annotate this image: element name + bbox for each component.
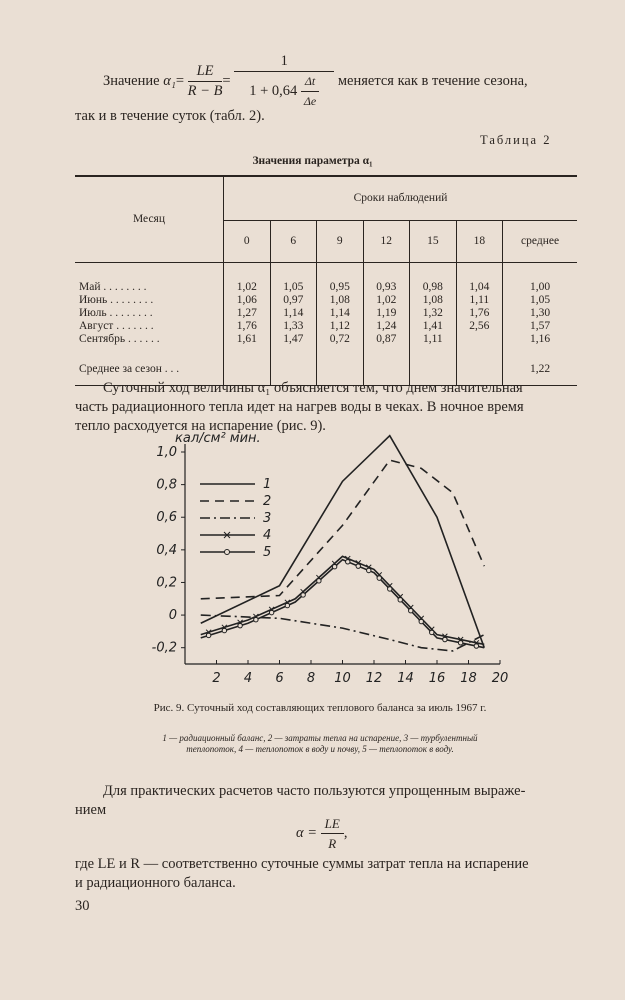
- para3-line-1: Для практических расчетов часто пользуются упрощенным выраже-: [103, 783, 526, 799]
- page-number: 30: [75, 898, 90, 914]
- y-tick-label: 0,6: [156, 510, 177, 526]
- y-axis-label: кал/см² мин.: [175, 432, 261, 446]
- series-5-marker: [269, 610, 273, 614]
- para3-line-2: нием: [75, 802, 107, 818]
- series-5-marker: [474, 644, 478, 648]
- series-5-marker: [222, 628, 226, 632]
- para2-line-1: Суточный ход величины α₁ объясняется тем, что днем значительная: [103, 380, 523, 396]
- x-tick-label: 4: [243, 671, 253, 686]
- col-header: 15: [410, 220, 457, 262]
- table-row: Август . . . . . . . 1,76 1,33 1,12 1,24 1,41 2,56 1,57: [75, 319, 577, 332]
- para2-line-2: часть радиационного тепла идет на нагрев воды в чеках. В ночное время: [75, 399, 524, 415]
- col-header: 6: [270, 220, 317, 262]
- legend-label-5: 5: [263, 545, 272, 560]
- y-tick-label: 0: [168, 608, 177, 624]
- table-label: Таблица 2: [480, 133, 552, 147]
- series-5-marker: [377, 576, 381, 580]
- table-row: Июль . . . . . . . . 1,27 1,14 1,14 1,19 1,32 1,76 1,30: [75, 306, 577, 319]
- series-5-marker: [458, 641, 462, 645]
- y-tick-label: 0,8: [156, 477, 177, 493]
- y-tick-label: -0,2: [151, 640, 177, 656]
- y-tick-label: 1,0: [156, 445, 177, 460]
- intro-suffix: меняется как в течение сезона,: [337, 72, 528, 89]
- month-header: Месяц: [75, 176, 224, 262]
- para2-line-3: тепло расходуется на испарение (рис. 9).: [75, 418, 326, 434]
- series-5-marker: [443, 637, 447, 641]
- y-tick-label: 0,4: [156, 542, 177, 558]
- series-5-marker: [430, 630, 434, 634]
- series-5-marker: [419, 619, 423, 623]
- x-tick-label: 16: [428, 671, 446, 686]
- x-tick-label: 18: [460, 671, 477, 686]
- col-header: 9: [317, 220, 364, 262]
- series-5-marker: [317, 579, 321, 583]
- series-5-marker: [409, 609, 413, 613]
- series-5-marker: [367, 568, 371, 572]
- x-tick-label: 8: [306, 671, 316, 686]
- formula-alpha: α = $\frac{LE}{R}$ ,: [296, 816, 348, 851]
- fraction-le-rb: $\frac{LE}{R - B}$: [187, 63, 223, 99]
- x-tick-label: 6: [275, 671, 284, 686]
- series-5-marker: [206, 633, 210, 637]
- para3-line-3: где LE и R — соответственно суточные суммы затрат тепла на испарение: [75, 856, 529, 872]
- table-row: Май . . . . . . . . 1,02 1,05 0,95 0,93 0,98 1,04 1,00: [75, 280, 577, 293]
- series-5-marker: [356, 564, 360, 568]
- alpha-table: [75, 175, 577, 386]
- col-header: среднее: [503, 220, 577, 262]
- series-1-line: [201, 436, 485, 648]
- x-tick-label: 12: [365, 671, 383, 686]
- legend-label-3: 3: [263, 511, 272, 526]
- col-header: 12: [363, 220, 410, 262]
- series-5-marker: [398, 598, 402, 602]
- figure-caption: Рис. 9. Суточный ход составляющих теплового баланса за июль 1967 г.: [153, 702, 487, 714]
- series-5-marker: [346, 560, 350, 564]
- x-tick-label: 10: [334, 671, 351, 686]
- col-header: 18: [456, 220, 503, 262]
- alpha-symbol: α₁: [163, 72, 176, 89]
- series-5-marker: [285, 603, 289, 607]
- x-tick-label: 14: [397, 671, 414, 686]
- figure-legend-text: 1 — радиационный баланс, 2 — затраты тепла на испарение, 3 — турбулентный теплопоток, 4 — теплопоток в воду и почву, 5 — теплопоток в воду.: [162, 733, 478, 754]
- intro-formula-line: [103, 52, 603, 111]
- para3-line-4: и радиационного баланса.: [75, 875, 236, 891]
- series-5-marker: [388, 587, 392, 591]
- legend-label-1: 1: [263, 477, 272, 492]
- series-5-marker: [301, 593, 305, 597]
- series-3-line: [201, 615, 485, 651]
- table-row: Сентябрь . . . . . . 1,61 1,47 0,72 0,87 1,11 1,16: [75, 332, 577, 345]
- x-tick-label: 20: [491, 671, 509, 686]
- group-header: Сроки наблюдений: [224, 176, 578, 220]
- intro-line-2: так и в течение суток (табл. 2).: [75, 108, 265, 124]
- legend-label-4: 4: [263, 528, 272, 543]
- intro-prefix: Значение: [103, 72, 160, 89]
- series-5-marker: [254, 617, 258, 621]
- equals-1: =: [175, 72, 185, 89]
- fraction-one-over: 1 1 + 0,64 $\frac{\Delta t}{\Delta e}$: [234, 52, 334, 111]
- series-4-line: [201, 556, 485, 644]
- season-row: Среднее за сезон . . . 1,22: [75, 361, 577, 377]
- x-tick-label: 2: [212, 671, 221, 686]
- series-5-marker: [238, 623, 242, 627]
- table-row: Июнь . . . . . . . . 1,06 0,97 1,08 1,02 1,08 1,11 1,05: [75, 293, 577, 306]
- y-tick-label: 0,2: [156, 575, 177, 591]
- col-header: 0: [224, 220, 271, 262]
- legend-marker-5: [225, 550, 230, 555]
- heat-balance-chart: [140, 432, 520, 697]
- table-title: Значения параметра α₁: [252, 155, 373, 167]
- equals-2: =: [222, 72, 231, 89]
- series-5-marker: [332, 564, 336, 568]
- legend-label-2: 2: [263, 494, 272, 509]
